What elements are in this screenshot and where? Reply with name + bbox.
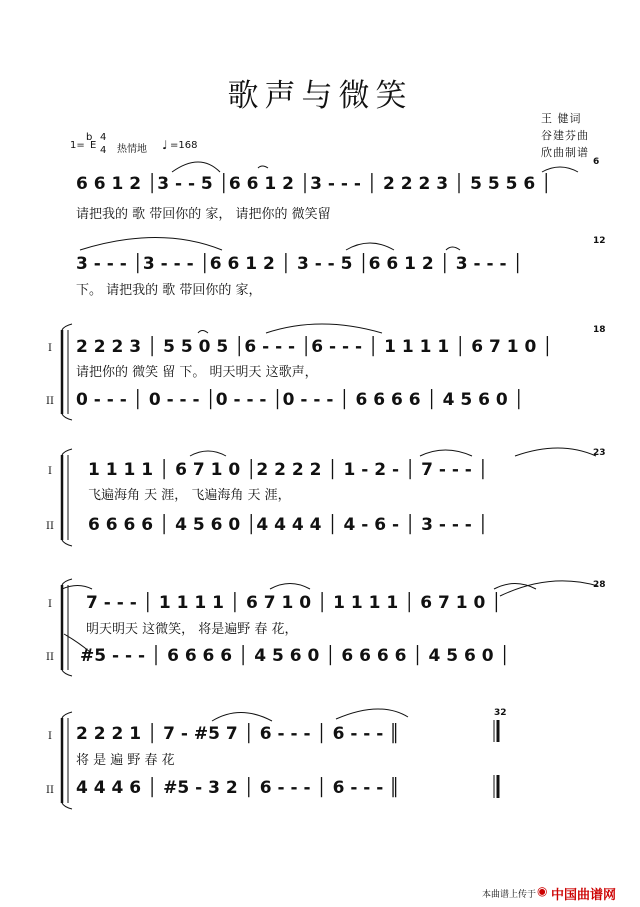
- row6-lyrics: 将 是 遍 野 春 花: [76, 753, 175, 768]
- slur: [420, 450, 472, 456]
- time-numerator: 4: [100, 132, 107, 143]
- row4-lyrics: 飞遍海角 天 涯， 飞遍海角 天 涯，: [88, 488, 291, 503]
- end-bar-number: 32: [494, 708, 507, 718]
- slur: [266, 324, 382, 333]
- mood-marking: 热情地: [117, 144, 147, 155]
- row6-notes: 2 2 2 1 │ 7 - #5 7 │ 6 - - - │ 6 - - - ║: [76, 724, 400, 744]
- row3-lyrics: 请把你的 微笑 留 下。 明天明天 这歌声，: [76, 365, 318, 380]
- slur: [172, 162, 220, 172]
- slur: [190, 451, 226, 456]
- slur: [494, 584, 536, 590]
- row2-notes: 3 - - - │3 - - - │6 6 1 2 │ 3 - - 5 │6 6 1 2 │ 3 - - - │: [76, 254, 523, 274]
- slur: [336, 709, 408, 719]
- time-denominator: 4: [100, 145, 107, 156]
- row2-bar-number: 6: [593, 157, 600, 167]
- composer-credit: 谷建芬曲: [541, 129, 589, 142]
- row3-notes: 2 2 2 3 │ 5 5 0 5 │6 - - - │6 - - - │ 1 1 1 1 │ 6 7 1 0 │: [76, 337, 553, 357]
- row6-lower-notes: 4 4 4 6 │ #5 - 3 2 │ 6 - - - │ 6 - - - ║: [76, 778, 400, 798]
- slur: [542, 167, 578, 172]
- slur: [212, 713, 272, 722]
- key-prefix: 1=: [70, 140, 85, 151]
- row1-notes: 6 6 1 2 │3 - - 5 │6 6 1 2 │3 - - - │ 2 2 2 3 │ 5 5 5 6 │: [76, 174, 552, 194]
- row2-lyrics: 下。 请把我的 歌 带回你的 家，: [76, 283, 262, 298]
- part-label-lower: II: [46, 652, 54, 663]
- site-logo-icon: ◉: [537, 884, 548, 898]
- slur: [258, 166, 268, 168]
- row4-notes: 1 1 1 1 │ 6 7 1 0 │2 2 2 2 │ 1 - 2 - │ 7 - - - │: [88, 460, 489, 480]
- row3-lower-notes: 0 - - - │ 0 - - - │0 - - - │0 - - - │ 6 6 6 6 │ 4 5 6 0 │: [76, 390, 524, 410]
- quarter-note-icon: ♩: [162, 138, 168, 152]
- slur: [270, 584, 310, 590]
- page-title: 歌声与微笑: [227, 78, 413, 114]
- row3-bar-number: 12: [593, 236, 606, 246]
- tempo-marking: =168: [170, 140, 198, 151]
- row5-bar-number: 23: [593, 448, 606, 458]
- row5-notes: 7 - - - │ 1 1 1 1 │ 6 7 1 0 │ 1 1 1 1 │ 6 7 1 0 │: [86, 593, 502, 613]
- key-letter: E: [90, 140, 97, 151]
- row5-lyrics: 明天明天 这微笑， 将是遍野 春 花，: [86, 622, 298, 637]
- slur: [62, 586, 92, 590]
- slur: [446, 247, 460, 250]
- lyricist-credit: 王 健词: [541, 112, 582, 125]
- row4-bar-number: 18: [593, 325, 606, 335]
- slur: [198, 331, 208, 334]
- part-label-upper: I: [48, 599, 52, 610]
- notation-credit: 欣曲制谱: [541, 146, 589, 159]
- part-label-lower: II: [46, 785, 54, 796]
- part-label-lower: II: [46, 521, 54, 532]
- row4-lower-notes: 6 6 6 6 │ 4 5 6 0 │4 4 4 4 │ 4 - 6 - │ 3 - - - │: [88, 515, 489, 535]
- row5-lower-notes: #5 - - - │ 6 6 6 6 │ 4 5 6 0 │ 6 6 6 6 │ 4 5 6 0 │: [80, 646, 510, 666]
- part-label-upper: I: [48, 731, 52, 742]
- slur: [515, 448, 596, 456]
- key-flat: b: [86, 132, 93, 143]
- slur: [80, 238, 222, 251]
- part-label-upper: I: [48, 343, 52, 354]
- part-label-lower: II: [46, 396, 54, 407]
- footer-site[interactable]: 中国曲谱网: [551, 888, 617, 903]
- part-label-upper: I: [48, 466, 52, 477]
- row6-bar-number: 28: [593, 580, 606, 590]
- footer-uploaded-to: 本曲谱上传于: [482, 890, 537, 900]
- row1-lyrics: 请把我的 歌 带回你的 家， 请把你的 微笑留: [76, 207, 331, 222]
- slur: [346, 243, 394, 250]
